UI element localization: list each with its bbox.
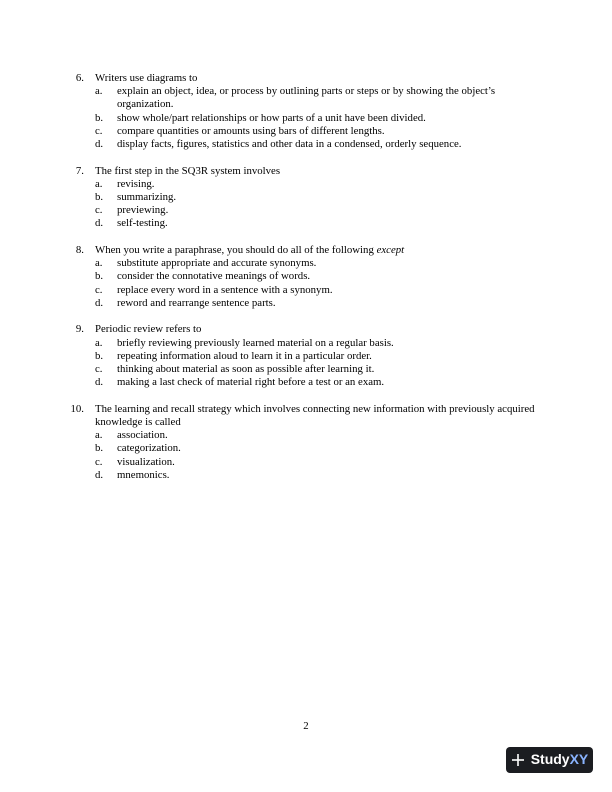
answer-option: [0, 125, 612, 138]
question-stem-emphasis: except: [376, 244, 405, 257]
option-text: display facts, figures, statistics and other data in a condensed, orderly sequence.: [117, 138, 462, 151]
question-7: [0, 165, 612, 231]
option-letter: c.: [95, 455, 103, 468]
question-number: 10.: [70, 402, 84, 415]
answer-option: [0, 178, 612, 191]
answer-option: [0, 442, 612, 455]
answer-option: [0, 469, 612, 482]
option-text: self-testing.: [117, 217, 168, 230]
option-text: briefly reviewing previously learned material on a regular basis.: [117, 336, 394, 349]
question-list: [0, 72, 612, 495]
studyxy-watermark: [506, 747, 593, 773]
answer-option: [0, 138, 612, 151]
option-letter: d.: [95, 296, 104, 309]
option-letter: a.: [95, 336, 103, 349]
option-text: visualization.: [117, 455, 175, 468]
option-letter: a.: [95, 429, 103, 442]
option-text: revising.: [117, 177, 155, 190]
option-text: mnemonics.: [117, 468, 170, 481]
answer-option: [0, 217, 612, 230]
option-letter: a.: [95, 177, 103, 190]
option-letter: c.: [95, 124, 103, 137]
question-stem: Writers use diagrams to: [95, 72, 198, 84]
option-text: consider the connotative meanings of words.: [117, 270, 311, 283]
question-stem-text: When you write a paraphrase, you should do all of the following: [95, 244, 374, 257]
answer-option: [0, 191, 612, 204]
option-letter: b.: [95, 270, 104, 283]
option-letter: c.: [95, 363, 103, 376]
option-letter: b.: [95, 191, 104, 204]
answer-option: [0, 456, 612, 469]
question-stem: [95, 244, 540, 257]
question-number: 9.: [75, 323, 84, 336]
question-stem: Periodic review refers to: [95, 323, 202, 336]
option-letter: a.: [95, 85, 103, 98]
option-text: reword and rearrange sentence parts.: [117, 296, 276, 309]
page-number: 2: [303, 720, 309, 732]
option-text: previewing.: [117, 204, 169, 217]
option-text: making a last check of material right before a test or an exam.: [117, 376, 385, 389]
answer-option: [0, 337, 612, 350]
question-number: 8.: [75, 244, 84, 257]
option-letter: a.: [95, 257, 103, 270]
brand-suffix: XY: [569, 751, 589, 768]
option-text: categorization.: [117, 442, 181, 455]
question-6: [0, 72, 612, 151]
option-text: association.: [117, 429, 168, 442]
plus-icon: [511, 753, 525, 767]
option-text: thinking about material as soon as possible after learning it.: [117, 363, 375, 376]
answer-option: [0, 204, 612, 217]
answer-option: [0, 363, 612, 376]
option-letter: c.: [95, 283, 103, 296]
answer-option: [0, 376, 612, 389]
option-letter: b.: [95, 349, 104, 362]
option-text: show whole/part relationships or how parts of a unit have been divided.: [117, 111, 426, 124]
question-stem: The first step in the SQ3R system involves: [95, 164, 281, 177]
answer-option: [0, 297, 612, 310]
option-letter: d.: [95, 376, 104, 389]
option-letter: d.: [95, 468, 104, 481]
answer-option: [0, 350, 612, 363]
answer-option: [0, 112, 612, 125]
option-letter: d.: [95, 138, 104, 151]
question-9: [0, 323, 612, 389]
option-text: repeating information aloud to learn it in a particular order.: [117, 349, 372, 362]
option-text: explain an object, idea, or process by outlining parts or steps or by showing the object’s organization.: [117, 85, 496, 111]
option-letter: d.: [95, 217, 104, 230]
watermark-text: [531, 753, 589, 766]
question-number: 7.: [75, 164, 84, 177]
answer-option: [0, 284, 612, 297]
option-letter: b.: [95, 111, 104, 124]
option-text: replace every word in a sentence with a synonym.: [117, 283, 333, 296]
question-10: [0, 403, 612, 482]
option-text: substitute appropriate and accurate synonyms.: [117, 257, 317, 270]
option-letter: b.: [95, 442, 104, 455]
answer-option: [0, 270, 612, 283]
answer-option: [0, 85, 612, 111]
question-number: 6.: [75, 72, 84, 84]
option-text: summarizing.: [117, 191, 177, 204]
option-letter: c.: [95, 204, 103, 217]
brand-prefix: Study: [530, 751, 570, 768]
answer-option: [0, 429, 612, 442]
question-stem: The learning and recall strategy which involves connecting new information with previously acquired knowledge is called: [95, 402, 535, 429]
question-8: [0, 244, 612, 310]
answer-option: [0, 257, 612, 270]
option-text: compare quantities or amounts using bars of different lengths.: [117, 124, 385, 137]
